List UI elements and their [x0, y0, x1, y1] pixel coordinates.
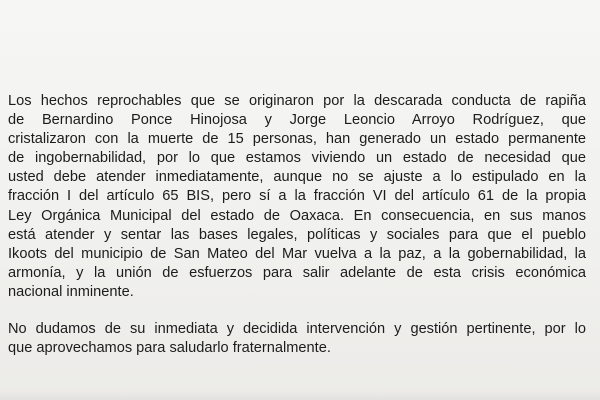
text-line: No dudamos de su inmediata y decidida intervención y gestión pertinente, por lo	[8, 321, 586, 338]
text-line: usted debe atender inmediatamente, aunque no se ajuste a lo estipulado en la	[8, 169, 586, 186]
text-line: cristalizaron con la muerte de 15 personas, han generado un estado permanente	[8, 131, 586, 148]
text-line: de Bernardino Ponce Hinojosa y Jorge Leoncio Arroyo Rodríguez, que	[8, 112, 586, 129]
text-line: Los hechos reprochables que se originaron por la descarada conducta de rapiña	[8, 93, 586, 109]
text-line: está atender y sentar las bases legales, políticas y sociales para que el pueblo	[8, 226, 586, 243]
text-line: Ley Orgánica Municipal del estado de Oaxaca. En consecuencia, en sus manos	[8, 207, 586, 224]
text-line: de ingobernabilidad, por lo que estamos viviendo un estado de necesidad que	[8, 150, 586, 167]
text-line: nacional inminente.	[8, 283, 134, 300]
text-line: que aprovechamos para saludarlo fraternalmente.	[8, 340, 331, 357]
page-edge-shadow	[0, 390, 600, 400]
text-line: Ikoots del municipio de San Mateo del Mar vuelva a la paz, a la gobernabilidad, la	[8, 245, 586, 262]
text-line: armonía, y la unión de esfuerzos para salir adelante de esta crisis económica	[8, 264, 586, 281]
paragraph-situation	[8, 92, 586, 302]
paragraph-closing	[8, 320, 586, 358]
text-line: fracción I del artículo 65 BIS, pero sí a la fracción VI del artículo 61 de la propia	[8, 188, 586, 205]
letter-body	[8, 92, 586, 358]
